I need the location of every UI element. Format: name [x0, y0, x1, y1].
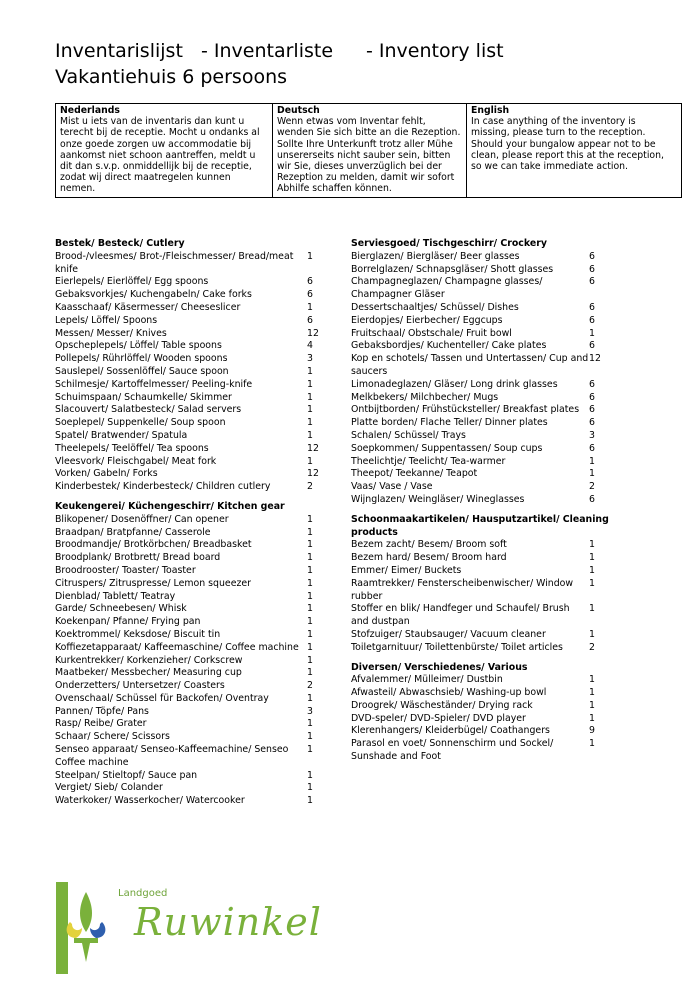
item-name: Theepot/ Teekanne/ Teapot [351, 468, 478, 480]
item-name: Pannen/ Töpfe/ Pans [55, 705, 149, 717]
item-quantity: 1 [589, 712, 595, 724]
section-crockery [351, 238, 651, 507]
item-quantity: 6 [589, 378, 595, 390]
item-quantity: 1 [307, 417, 313, 429]
item-quantity: 1 [307, 603, 313, 615]
item-name: Klerenhangers/ Kleiderbügel/ Coathangers [351, 725, 550, 737]
item-name: Bierglazen/ Biergläser/ Beer glasses [351, 250, 520, 262]
item-quantity: 6 [589, 417, 595, 429]
item-name: Theelepels/ Teelöffel/ Tea spoons [55, 442, 209, 454]
item-quantity: 1 [307, 577, 313, 589]
list-item [351, 687, 651, 700]
item-name: Kaasschaaf/ Käsermesser/ Cheeseslicer [55, 301, 241, 313]
list-item [55, 481, 325, 494]
info-english [467, 104, 682, 198]
item-name: Dessertschaaltjes/ Schüssel/ Dishes [351, 301, 519, 313]
list-item [351, 340, 651, 353]
item-quantity: 1 [307, 628, 313, 640]
info-table [55, 103, 682, 198]
list-item [351, 700, 651, 713]
item-quantity: 2 [307, 481, 313, 493]
logo-big-text: Ruwinkel [134, 900, 322, 944]
item-name: Soeplepel/ Suppenkelle/ Soup spoon [55, 417, 226, 429]
item-list [351, 539, 651, 654]
item-name: Platte borden/ Flache Teller/ Dinner plates [351, 417, 548, 429]
item-name: Rasp/ Reibe/ Grater [55, 718, 147, 730]
list-item [55, 782, 325, 795]
item-name: Toiletgarnituur/ Toilettenbürste/ Toilet articles [351, 641, 563, 653]
item-quantity: 1 [307, 404, 313, 416]
list-item [351, 430, 651, 443]
info-english-text: In case anything of the inventory is missing, please turn to the reception. Should your bungalow appear not to be clean, please report this at the reception, so we can take immediate action. [471, 116, 664, 173]
list-item [55, 731, 325, 744]
list-item [55, 366, 325, 379]
list-item [55, 667, 325, 680]
section-various [351, 662, 651, 764]
item-quantity: 1 [307, 455, 313, 467]
item-name: Eierlepels/ Eierlöffel/ Egg spoons [55, 276, 209, 288]
item-name: Waterkoker/ Wasserkocher/ Watercooker [55, 795, 245, 807]
item-quantity: 4 [307, 340, 313, 352]
item-quantity: 1 [307, 795, 313, 807]
item-name: Droogrek/ Wäscheständer/ Drying rack [351, 699, 533, 711]
item-list [55, 514, 325, 808]
list-item [55, 603, 325, 616]
list-item [351, 443, 651, 456]
item-quantity: 1 [307, 365, 313, 377]
info-dutch [56, 104, 273, 198]
item-quantity: 1 [589, 577, 595, 589]
info-dutch-text: Mist u iets van de inventaris dan kunt u terecht bij de receptie. Mocht u ondanks al onze goede zorgen uw accommodatie bij aankomst niet schoon aantreffen, meldt u dit dan s.v.p. onmiddellijk bij de receptie, zodat wij direct maatregelen kunnen nemen. [60, 116, 260, 195]
item-quantity: 1 [307, 782, 313, 794]
list-item [351, 565, 651, 578]
item-name: Vaas/ Vase / Vase [351, 481, 433, 493]
item-name: Dienblad/ Tablett/ Teatray [55, 590, 176, 602]
item-quantity: 1 [307, 769, 313, 781]
item-quantity: 2 [589, 641, 595, 653]
item-name: Spatel/ Bratwender/ Spatula [55, 429, 188, 441]
item-quantity: 1 [589, 628, 595, 640]
item-name: Schalen/ Schüssel/ Trays [351, 429, 466, 441]
list-item [351, 725, 651, 738]
list-item [55, 353, 325, 366]
item-name: Broodrooster/ Toaster/ Toaster [55, 564, 196, 576]
item-name: Sauslepel/ Sossenlöffel/ Sauce spoon [55, 365, 229, 377]
item-quantity: 1 [589, 539, 595, 551]
list-item [55, 693, 325, 706]
item-name: Vleesvork/ Fleischgabel/ Meat fork [55, 455, 217, 467]
item-name: Eierdopjes/ Eierbecher/ Eggcups [351, 314, 503, 326]
item-quantity: 6 [589, 493, 595, 505]
list-item [55, 430, 325, 443]
section-cleaning [351, 514, 651, 655]
item-name: Ovenschaal/ Schüssel für Backofen/ Oventray [55, 692, 269, 704]
list-item [351, 276, 651, 302]
list-item [351, 328, 651, 341]
item-quantity: 1 [307, 301, 313, 313]
item-quantity: 6 [589, 314, 595, 326]
item-name: Stofzuiger/ Staubsauger/ Vacuum cleaner [351, 628, 546, 640]
section-title: Keukengerei/ Küchengeschirr/ Kitchen gear [55, 500, 285, 512]
item-name: Vorken/ Gabeln/ Forks [55, 468, 158, 480]
item-name: Onderzetters/ Untersetzer/ Coasters [55, 680, 225, 692]
list-item [351, 456, 651, 469]
item-quantity: 3 [307, 705, 313, 717]
list-item [351, 468, 651, 481]
item-name: Schuimspaan/ Schaumkelle/ Skimmer [55, 391, 232, 403]
list-item [55, 315, 325, 328]
list-item [351, 578, 651, 604]
item-quantity: 6 [307, 289, 313, 301]
list-item [55, 251, 325, 277]
item-name: Opscheplepels/ Löffel/ Table spoons [55, 340, 222, 352]
list-item [351, 417, 651, 430]
list-item [351, 603, 651, 629]
item-quantity: 6 [589, 442, 595, 454]
item-name: Melkbekers/ Milchbecher/ Mugs [351, 391, 499, 403]
item-name: Wijnglazen/ Weingläser/ Wineglasses [351, 493, 525, 505]
item-name: Schilmesje/ Kartoffelmesser/ Peeling-knife [55, 378, 253, 390]
info-english-heading: English [471, 105, 510, 116]
list-item [351, 302, 651, 315]
list-item [351, 738, 651, 764]
section-title: Serviesgoed/ Tischgeschirr/ Crockery [351, 238, 547, 249]
info-german [273, 104, 467, 198]
item-quantity: 2 [589, 481, 595, 493]
item-name: Koektrommel/ Keksdose/ Biscuit tin [55, 628, 221, 640]
item-quantity: 12 [307, 327, 319, 339]
list-item [55, 578, 325, 591]
item-quantity: 1 [589, 674, 595, 686]
item-quantity: 1 [307, 667, 313, 679]
section-title: Diversen/ Verschiedenes/ Various [351, 661, 528, 673]
list-item [351, 379, 651, 392]
item-quantity: 1 [589, 699, 595, 711]
list-item [351, 481, 651, 494]
list-item [351, 404, 651, 417]
section-title: Bestek/ Besteck/ Cutlery [55, 238, 185, 249]
item-quantity: 1 [589, 455, 595, 467]
item-quantity: 1 [307, 513, 313, 525]
item-name: Afwasteil/ Abwaschsieb/ Washing-up bowl [351, 687, 547, 699]
item-name: Bezem zacht/ Besem/ Broom soft [351, 539, 507, 551]
list-item [55, 468, 325, 481]
item-name: Braadpan/ Bratpfanne/ Casserole [55, 526, 211, 538]
list-item [55, 565, 325, 578]
item-name: Emmer/ Eimer/ Buckets [351, 564, 462, 576]
list-item [55, 642, 325, 655]
page-title [55, 38, 504, 90]
list-item [55, 392, 325, 405]
item-quantity: 1 [307, 731, 313, 743]
item-name: Kurkentrekker/ Korkenzieher/ Corkscrew [55, 654, 243, 666]
list-item [55, 276, 325, 289]
item-name: DVD-speler/ DVD-Spieler/ DVD player [351, 712, 526, 724]
list-item [55, 456, 325, 469]
list-item [55, 718, 325, 731]
info-german-text: Wenn etwas vom Inventar fehlt, wenden Sie sich bitte an die Rezeption. Sollte Ihre Unterkunft trotz aller Mühe unsererseits nicht sauber sein, bitten wir Sie, dieses unverzüglich bei der Rezeption zu melden, damit wir sofort Abhilfe schaffen können. [277, 116, 461, 195]
item-quantity: 6 [589, 276, 595, 288]
item-name: Gebaksbordjes/ Kuchenteller/ Cake plates [351, 340, 547, 352]
item-name: Schaar/ Schere/ Scissors [55, 731, 170, 743]
list-item [55, 379, 325, 392]
list-item [55, 443, 325, 456]
info-german-heading: Deutsch [277, 105, 320, 116]
list-item [351, 251, 651, 264]
item-list [351, 674, 651, 764]
item-quantity: 1 [307, 552, 313, 564]
list-item [55, 744, 325, 770]
list-item [55, 680, 325, 693]
item-quantity: 1 [589, 564, 595, 576]
item-quantity: 12 [307, 442, 319, 454]
list-item [55, 795, 325, 808]
item-name: Steelpan/ Stieltopf/ Sauce pan [55, 769, 198, 781]
item-quantity: 6 [307, 276, 313, 288]
list-item [55, 616, 325, 629]
item-quantity: 12 [307, 468, 319, 480]
item-name: Borrelglazen/ Schnapsgläser/ Shott glasses [351, 263, 554, 275]
title-german: - Inventarliste [201, 40, 334, 62]
item-name: Koekenpan/ Pfanne/ Frying pan [55, 616, 201, 628]
list-item [55, 328, 325, 341]
item-quantity: 3 [307, 353, 313, 365]
item-quantity: 6 [307, 314, 313, 326]
item-name: Garde/ Schneebesen/ Whisk [55, 603, 187, 615]
item-name: Gebaksvorkjes/ Kuchengabeln/ Cake forks [55, 289, 252, 301]
item-quantity: 6 [589, 263, 595, 275]
item-quantity: 1 [307, 250, 313, 262]
item-name: Senseo apparaat/ Senseo-Kaffeemachine/ Senseo Coffee machine [55, 744, 289, 768]
list-item [351, 552, 651, 565]
item-quantity: 1 [589, 687, 595, 699]
list-item [55, 302, 325, 315]
item-name: Bezem hard/ Besem/ Broom hard [351, 552, 507, 564]
list-item [55, 417, 325, 430]
list-item [55, 770, 325, 783]
list-item [351, 353, 651, 379]
landgoed-ruwinkel-logo [56, 882, 322, 974]
page-subtitle: Vakantiehuis 6 persoons [55, 66, 288, 88]
item-quantity: 1 [307, 641, 313, 653]
item-quantity: 9 [589, 725, 595, 737]
info-dutch-heading: Nederlands [60, 105, 120, 116]
list-item [351, 392, 651, 405]
section-cutlery [55, 238, 325, 494]
item-quantity: 6 [589, 340, 595, 352]
item-name: Kinderbestek/ Kinderbesteck/ Children cutlery [55, 481, 271, 493]
item-name: Koffiezetapparaat/ Kaffeemaschine/ Coffee machine [55, 641, 299, 653]
title-dutch: Inventarislijst [55, 40, 183, 62]
item-quantity: 1 [307, 590, 313, 602]
list-item [55, 289, 325, 302]
item-quantity: 1 [307, 718, 313, 730]
list-item [351, 713, 651, 726]
item-quantity: 1 [307, 539, 313, 551]
item-quantity: 3 [589, 429, 595, 441]
item-list [55, 251, 325, 494]
item-name: Ontbijtborden/ Frühstücksteller/ Breakfast plates [351, 404, 580, 416]
item-quantity: 1 [307, 526, 313, 538]
list-item [351, 264, 651, 277]
item-list [351, 251, 651, 507]
item-quantity: 1 [589, 738, 595, 750]
item-name: Citruspers/ Zitruspresse/ Lemon squeezer [55, 577, 252, 589]
item-name: Kop en schotels/ Tassen und Untertassen/ Cup and saucers [351, 353, 589, 377]
list-item [351, 539, 651, 552]
list-item [55, 655, 325, 668]
item-quantity: 2 [307, 680, 313, 692]
item-quantity: 1 [307, 692, 313, 704]
item-quantity: 12 [589, 353, 601, 365]
item-quantity: 1 [307, 564, 313, 576]
item-quantity: 6 [589, 250, 595, 262]
item-quantity: 6 [589, 301, 595, 313]
list-item [351, 674, 651, 687]
item-quantity: 6 [589, 391, 595, 403]
item-name: Pollepels/ Rührlöffel/ Wooden spoons [55, 353, 228, 365]
item-name: Slacouvert/ Salatbesteck/ Salad servers [55, 404, 242, 416]
list-item [351, 642, 651, 655]
list-item [351, 315, 651, 328]
item-quantity: 1 [307, 744, 313, 756]
item-quantity: 1 [307, 378, 313, 390]
item-name: Raamtrekker/ Fensterscheibenwischer/ Window rubber [351, 577, 574, 602]
item-name: Maatbeker/ Messbecher/ Measuring cup [55, 667, 242, 679]
item-name: Broodplank/ Brotbrett/ Bread board [55, 552, 221, 564]
logo-small-text: Landgoed [118, 888, 168, 899]
item-quantity: 1 [307, 391, 313, 403]
item-name: Lepels/ Löffel/ Spoons [55, 314, 158, 326]
item-quantity: 1 [589, 468, 595, 480]
list-item [351, 494, 651, 507]
item-name: Theelichtje/ Teelicht/ Tea-warmer [351, 455, 506, 467]
item-name: Fruitschaal/ Obstschale/ Fruit bowl [351, 327, 512, 339]
item-name: Stoffer en blik/ Handfeger und Schaufel/ Brush and dustpan [351, 603, 570, 628]
item-name: Broodmandje/ Brotkörbchen/ Breadbasket [55, 539, 252, 551]
item-name: Afvalemmer/ Mülleimer/ Dustbin [351, 674, 503, 686]
list-item [55, 591, 325, 604]
title-english: - Inventory list [366, 40, 504, 62]
list-item [55, 514, 325, 527]
item-quantity: 1 [307, 616, 313, 628]
list-item [55, 404, 325, 417]
item-name: Vergiet/ Sieb/ Colander [55, 782, 163, 794]
item-quantity: 1 [589, 552, 595, 564]
item-quantity: 1 [307, 654, 313, 666]
item-name: Brood-/vleesmes/ Brot-/Fleischmesser/ Bread/meat knife [55, 250, 294, 275]
left-column [55, 238, 325, 815]
section-kitchen [55, 501, 325, 808]
list-item [55, 552, 325, 565]
list-item [55, 706, 325, 719]
item-quantity: 1 [589, 327, 595, 339]
item-quantity: 1 [589, 603, 595, 615]
item-name: Messen/ Messer/ Knives [55, 327, 167, 339]
list-item [55, 629, 325, 642]
item-name: Limonadeglazen/ Gläser/ Long drink glasses [351, 378, 558, 390]
list-item [55, 539, 325, 552]
list-item [55, 527, 325, 540]
section-title: Schoonmaakartikelen/ Hausputzartikel/ Cleaning products [351, 513, 609, 538]
item-name: Champagneglazen/ Champagne glasses/ Champagner Gläser [351, 276, 543, 301]
item-name: Blikopener/ Dosenöffner/ Can opener [55, 513, 229, 525]
list-item [55, 340, 325, 353]
item-name: Parasol en voet/ Sonnenschirm und Sockel/ Sunshade and Foot [351, 738, 554, 763]
list-item [351, 629, 651, 642]
item-quantity: 1 [307, 429, 313, 441]
right-column [351, 238, 651, 771]
item-name: Soepkommen/ Suppentassen/ Soup cups [351, 442, 543, 454]
item-quantity: 6 [589, 404, 595, 416]
